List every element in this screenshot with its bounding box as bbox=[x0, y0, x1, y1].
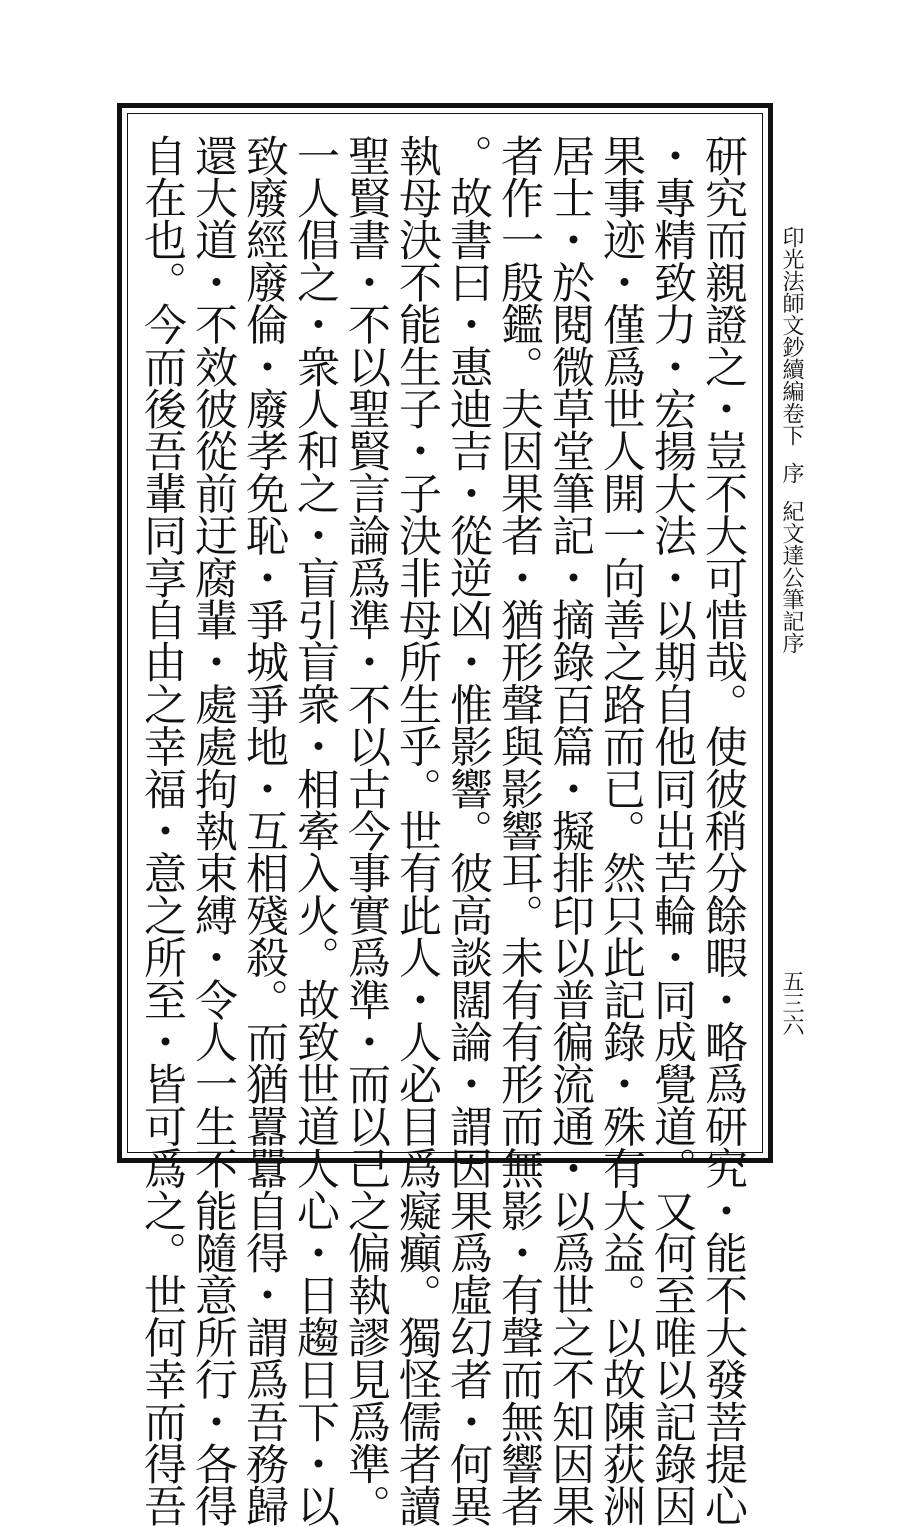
text-column-2: ・專精致力・宏揚大法・以期自他同出苦輪・同成覺道。又何至唯以記錄因 bbox=[647, 134, 697, 1527]
text-column-6: 。故書曰・惠迪吉・從逆凶・惟影響。彼高談闊論・謂因果爲虛幻者・何異 bbox=[443, 134, 493, 1527]
running-header bbox=[780, 226, 802, 654]
text-column-12: 自在也。今而後吾輩同享自由之幸福・意之所至・皆可爲之。世何幸而得吾 bbox=[137, 134, 187, 1527]
book-title: 印光法師文鈔續編卷下 bbox=[779, 226, 804, 446]
text-column-4: 居士・於閱微草堂筆記・摘錄百篇・擬排印以普徧流通・以爲世之不知因果 bbox=[545, 134, 595, 1527]
text-column-11: 還大道・不效彼從前迂腐輩・處處拘執束縛・令人一生不能隨意所行・各得 bbox=[188, 134, 238, 1527]
text-column-10: 致廢經廢倫・廢孝免恥・爭城爭地・互相殘殺。而猶囂囂自得・謂爲吾務歸 bbox=[239, 134, 289, 1527]
text-column-1: 研究而親證之・豈不大可惜哉。使彼稍分餘暇・略爲研究・能不大發菩提心 bbox=[698, 134, 748, 1527]
text-column-7: 執母決不能生子・子決非母所生乎。世有此人・人必目爲癡癲。獨怪儒者讀 bbox=[392, 134, 442, 1527]
text-column-8: 聖賢書・不以聖賢言論爲準・不以古今事實爲準・而以己之偏執謬見爲準。 bbox=[341, 134, 391, 1527]
text-column-9: 一人倡之・衆人和之・盲引盲衆・相牽入火。故致世道人心・日趨日下・以 bbox=[290, 134, 340, 1527]
text-column-5: 者作一殷鑑。夫因果者・猶形聲與影響耳。未有有形而無影・有聲而無響者 bbox=[494, 134, 544, 1527]
page-number: 五三六 bbox=[779, 970, 804, 1036]
section-label: 序 bbox=[779, 462, 804, 484]
text-column-3: 果事迹・僅爲世人開一向善之路而已。然只此記錄・殊有大益。以故陳荻洲 bbox=[596, 134, 646, 1527]
article-title: 紀文達公筆記序 bbox=[779, 500, 804, 654]
